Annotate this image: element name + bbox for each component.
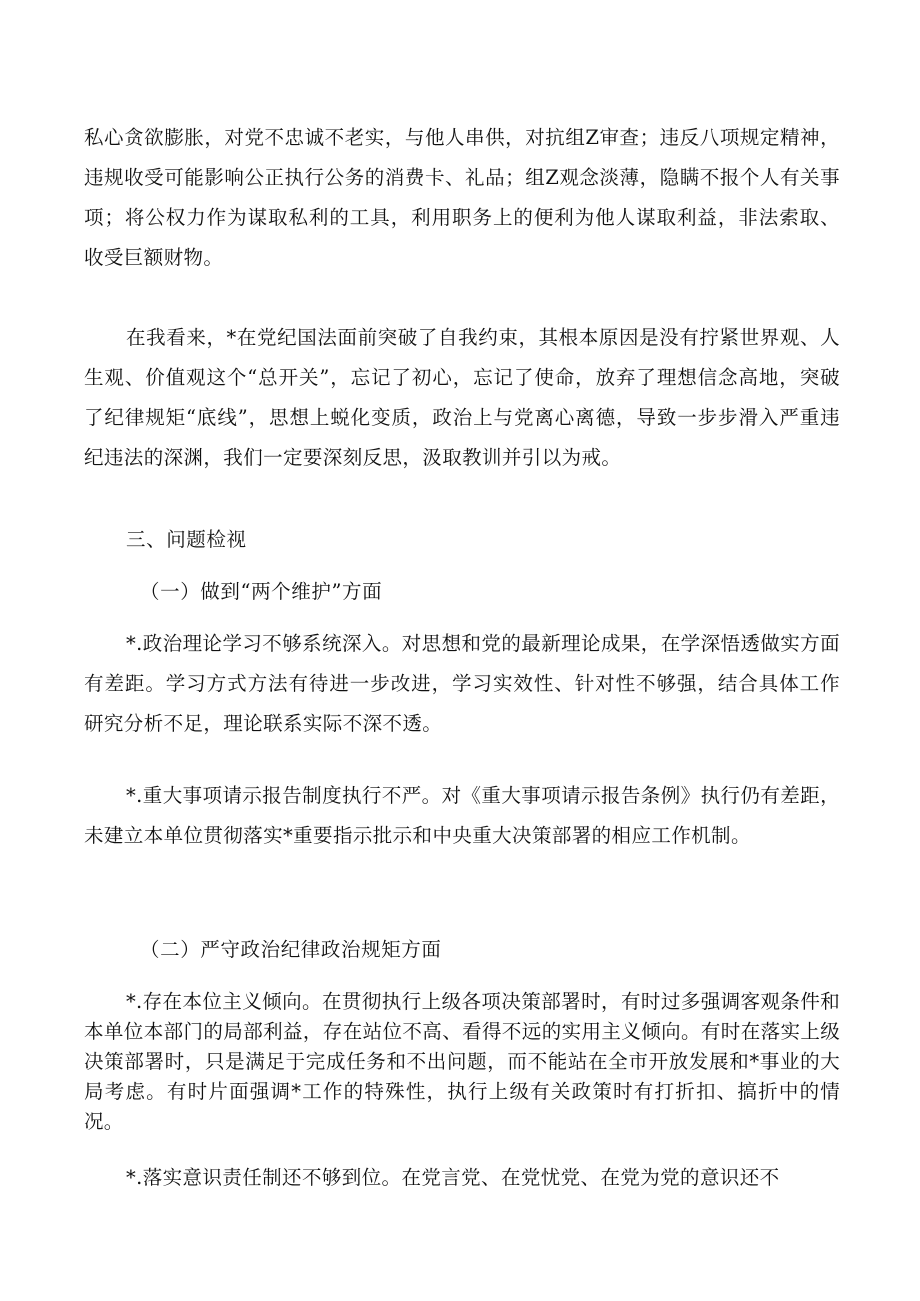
- paragraph-violations: 私心贪欲膨胀，对党不忠诚不老实，与他人串供，对抗组Z审查；违反八项规定精神，违规收受可能影响公正执行公务的消费卡、礼品；组Z观念淡薄，隐瞒不报个人有关事项；将公权力作为谋取私利的工具，利用职务上的便利为他人谋取利益，非法索取、收受巨额财物。: [84, 126, 840, 269]
- paragraph-theory-study: *.政治理论学习不够系统深入。对思想和党的最新理论成果，在学深悟透做实方面有差距。学习方式方法有待进一步改进，学习实效性、针对性不够强，结合具体工作研究分析不足，理论联系实际不深不透。: [84, 632, 840, 735]
- subsection-heading-political-discipline: （二）严守政治纪律政治规矩方面: [140, 938, 442, 961]
- paragraph-reporting-system: *.重大事项请示报告制度执行不严。对《重大事项请示报告条例》执行仍有差距，未建立本单位贯彻落实*重要指示批示和中央重大决策部署的相应工作机制。: [84, 784, 840, 847]
- section-heading-problem-review: 三、问题检视: [126, 528, 247, 551]
- subsection-heading-two-safeguards: （一）做到“两个维护”方面: [140, 580, 383, 603]
- paragraph-analysis: 在我看来，*在党纪国法面前突破了自我约束，其根本原因是没有拧紧世界观、人生观、价值观这个“总开关”，忘记了初心，忘记了使命，放弃了理想信念高地，突破了纪律规矩“底线”，思想上蜕化变质，政治上与党离心离德，导致一步步滑入严重违纪违法的深渊，我们一定要深刻反思，汲取教训并引以为戒。: [84, 326, 840, 469]
- paragraph-departmentalism: *.存在本位主义倾向。在贯彻执行上级各项决策部署时，有时过多强调客观条件和本单位本部门的局部利益，存在站位不高、看得不远的实用主义倾向。有时在落实上级决策部署时，只是满足于完成任务和不出问题，而不能站在全市开放发展和*事业的大局考虑。有时片面强调*工作的特殊性，执行上级有关政策时有打折扣、搞折中的情况。: [84, 990, 840, 1133]
- paragraph-responsibility: *.落实意识责任制还不够到位。在党言党、在党忧党、在党为党的意识还不: [126, 1166, 780, 1189]
